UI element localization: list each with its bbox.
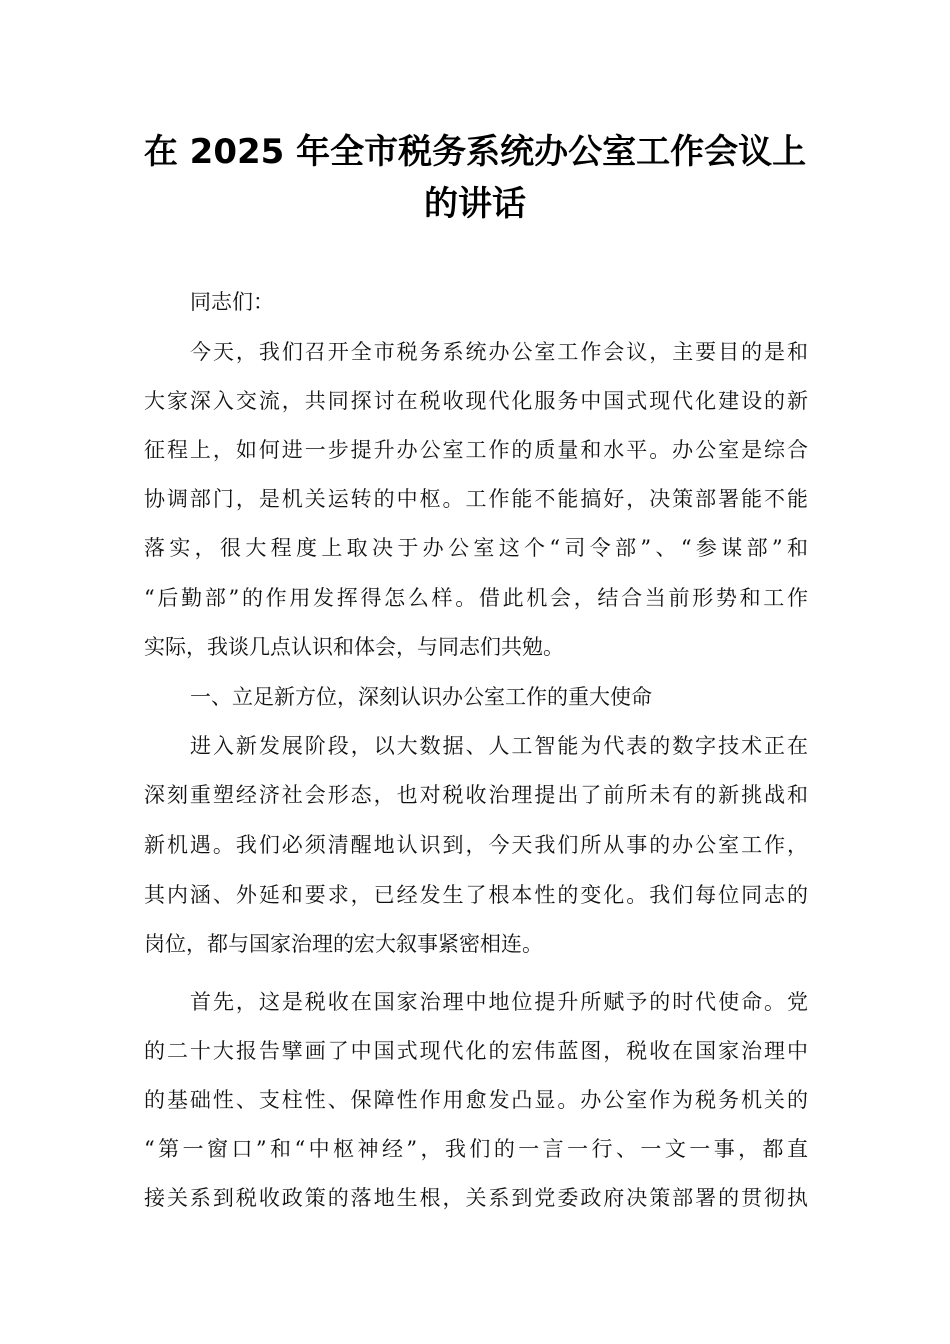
document-title-line-2: 的讲话 [424,184,526,224]
document-title-line-1: 在 2025 年全市税务系统办公室工作会议上 [143,132,807,172]
paragraph-1-line-6: “后勤部”的作用发挥得怎么样。借此机会，结合当前形势和工作 [144,586,808,610]
section-heading-1: 一、立足新方位，深刻认识办公室工作的重大使命 [190,685,652,709]
paragraph-3-line-1: 首先，这是税收在国家治理中地位提升所赋予的时代使命。党 [190,990,808,1014]
paragraph-3-line-2: 的二十大报告擘画了中国式现代化的宏伟蓝图，税收在国家治理中 [144,1039,808,1063]
paragraph-2-line-4: 其内涵、外延和要求，已经发生了根本性的变化。我们每位同志的 [144,883,808,907]
paragraph-2-line-3: 新机遇。我们必须清醒地认识到，今天我们所从事的办公室工作， [144,833,808,857]
paragraph-2-line-1: 进入新发展阶段，以大数据、人工智能为代表的数字技术正在 [190,734,808,758]
paragraph-1-line-3: 征程上，如何进一步提升办公室工作的质量和水平。办公室是综合 [144,438,808,462]
paragraph-3-line-3: 的基础性、支柱性、保障性作用愈发凸显。办公室作为税务机关的 [144,1088,808,1112]
paragraph-2-line-5: 岗位，都与国家治理的宏大叙事紧密相连。 [144,932,543,956]
paragraph-1-line-1: 今天，我们召开全市税务系统办公室工作会议，主要目的是和 [190,340,808,364]
paragraph-1-line-2: 大家深入交流，共同探讨在税收现代化服务中国式现代化建设的新 [144,389,808,413]
paragraph-2-line-2: 深刻重塑经济社会形态，也对税收治理提出了前所未有的新挑战和 [144,783,808,807]
paragraph-3-line-4: “第一窗口”和“中枢神经”，我们的一言一行、一文一事，都直 [144,1137,808,1161]
paragraph-3-line-5: 接关系到税收政策的落地生根，关系到党委政府决策部署的贯彻执 [144,1186,808,1210]
paragraph-1-line-7: 实际，我谈几点认识和体会，与同志们共勉。 [144,635,564,659]
salutation: 同志们： [190,290,274,314]
paragraph-1-line-4: 协调部门，是机关运转的中枢。工作能不能搞好，决策部署能不能 [144,487,808,511]
paragraph-1-line-5: 落实，很大程度上取决于办公室这个“司令部”、“参谋部”和 [144,536,808,560]
